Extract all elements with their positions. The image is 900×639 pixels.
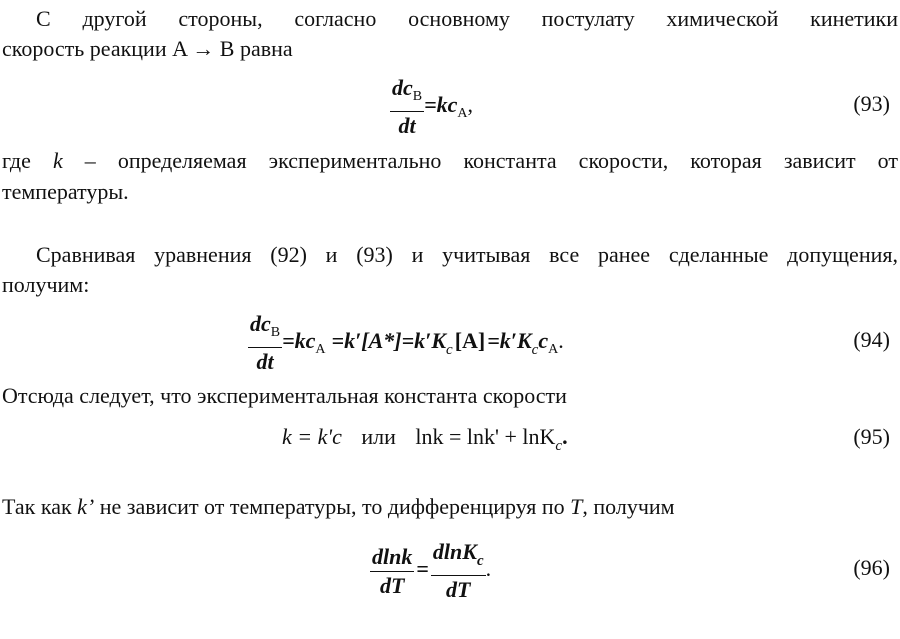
eq95-part-a: k = k'c [282,424,342,449]
eq95-part-b-sub: c [555,438,563,454]
para3-line1: Сравнивая уравнения (92) и (93) и учитывая все ранее сделанные допущения, [36,242,898,267]
equation-95 [282,422,568,461]
eq94-part1-sub: A [315,342,326,358]
eq93-den: dt [398,113,416,138]
eq95-number: (95) [853,424,890,449]
eq94-part4-c: c [538,328,549,354]
eq96-number: (96) [853,555,890,580]
para5-post: , получим [582,494,675,519]
eq96-right-num: dlnK [432,539,477,564]
eq93-num: dc [392,75,413,100]
eq96-tail: . [485,556,492,582]
eq94-part4: =k′K [487,328,532,354]
para1-line1: С другой стороны, согласно основному постулату химической кинетики [36,6,898,31]
eq96-eq: = [416,556,429,582]
para5-T: T [570,494,583,519]
eq94-den: dt [256,349,274,374]
eq96-left-num: dlnk [370,543,414,572]
equation-93 [390,74,473,140]
para5-mid: не зависит от температуры, то дифференцируя по [94,494,571,519]
para3-line2: получим: [2,272,90,297]
equation-94 [248,310,564,376]
eq94-part4-sub: c [531,342,539,359]
eq94-num-sub: B [270,325,281,340]
eq93-tail: , [467,92,474,118]
eq94-part2: =k′[A*] [331,328,402,354]
eq94-fraction [248,310,282,376]
eq93-rhs-sub: A [457,106,468,122]
eq94-part3-tail: [A] [454,328,486,354]
eq94-part3-sub: c [446,342,453,359]
eq94-tail: . [558,328,564,354]
para5-line1 [2,492,675,522]
para1-line2: скорость реакции A → B равна [2,36,293,61]
equation-96 [370,538,491,604]
eq93-num-sub: B [412,89,423,104]
eq93-number: (93) [853,91,890,116]
eq93-rhs: =kc [424,92,458,118]
eq93-fraction [390,74,424,140]
para5-k: k’ [77,494,95,519]
para2-line2: температуры. [2,179,129,204]
eq95-or: или [361,424,396,449]
eq96-right-num-sub: c [476,553,484,569]
eq94-part4-csub: A [548,342,559,358]
eq94-part3: =k′K [401,328,447,354]
eq94-num: dc [250,311,271,336]
eq94-part1: =kc [282,328,316,354]
eq95-part-b: lnk = lnk' + lnK [415,424,556,449]
para5-pre: Так как [2,494,78,519]
eq96-right-den: dT [446,577,471,602]
eq96-left-den: dT [379,572,405,598]
eq96-left-fraction [370,543,414,600]
para2-line1: где k – определяемая экспериментально константа скорости, которая зависит от [2,148,898,173]
eq96-right-fraction [431,538,486,604]
para4-line1: Отсюда следует, что экспериментальная константа скорости [2,383,567,408]
eq95-tail: . [562,424,568,449]
eq94-number: (94) [853,327,890,352]
